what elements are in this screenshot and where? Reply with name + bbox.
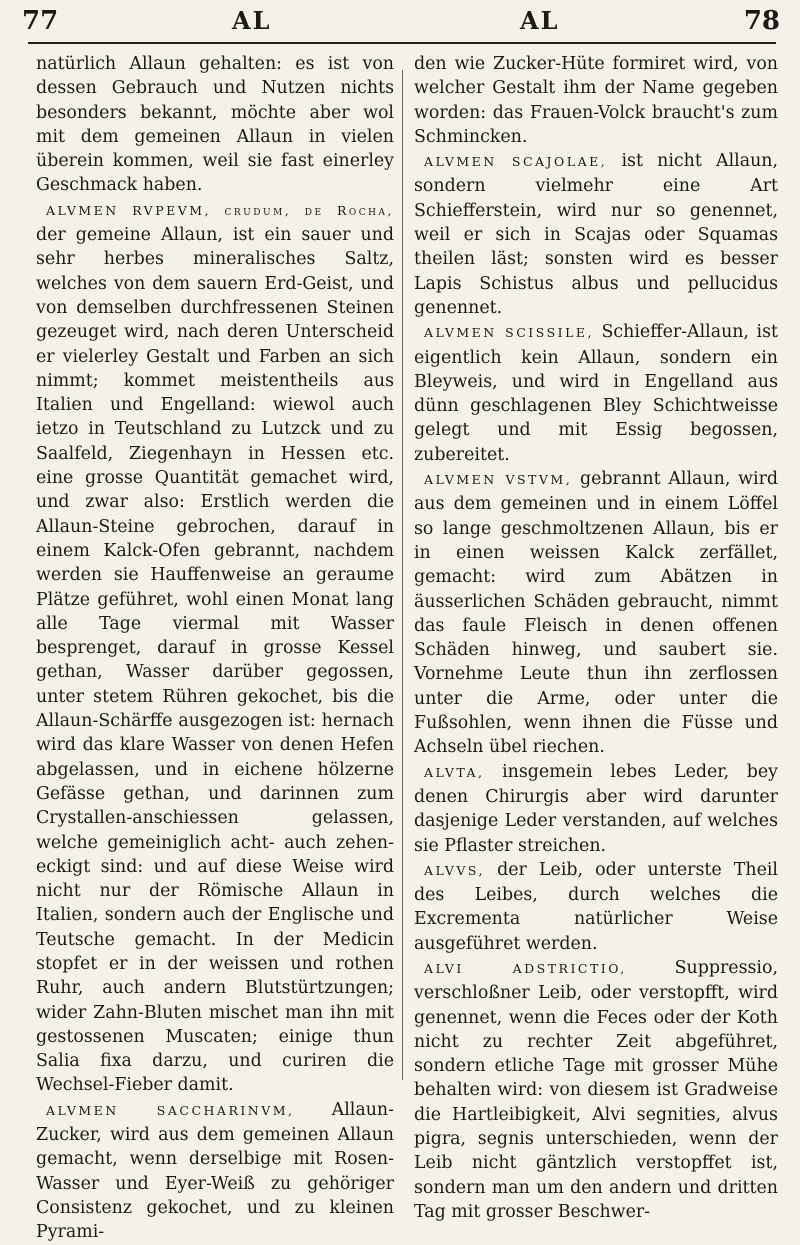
entry-text: der gemeine Allaun, ist ein sauer und sehr herbes mineralisches Saltz, welches von dem sauern Erd-Geist, und von demselben durchfressenen Steinen gezeuget wird, nach deren Unterscheid er vielerley Gestalt und Farben an sich nimmt; kommet meistentheils aus Italien und Engelland: wiewol auch ietzo in Teutschland zu Lutzck und zu Saalfeld, Ziegenhayn in Hessen etc. eine grosse Quantität gemachet wird, und zwar also: Erstlich werden die Allaun-Steine gebrochen, darauf in einem Kalck-Ofen gebrannt, nachdem werden sie Hauffenweise an geraume Plätze geführet, wohl einen Monat lang alle Tage viermal mit Wasser besprenget, darauf in grosse Kessel gethan, Wasser darüber gegossen, unter stetem Rühren gekochet, bis die Allaun-Schärffe ausgezogen ist: hernach wird das klare Wasser von denen Hefen abgelassen, und in eichene hölzerne Gefässe gethan, und darinnen zum Crystallen-anschiessen gelassen, welche gemeiniglich acht- auch zehen-eckigt sind: und auf diese Weise wird nicht nur der Römische Allaun in Italien, sondern auch der Englische und Teutsche gemacht. In der Medicin stopfet er in der weissen und rothen Ruhr, auch andern Blutstürtzungen; wider Zahn-Bluten mischet man ihn mit gestossenen Muscaten; einige thun Salia fixa darzu, und curiren die Wechsel-Fieber damit. (36, 225, 394, 1096)
entry-headword: ALVMEN SACCHARINVM, (46, 1102, 295, 1118)
entry-headword: ALVMEN VSTVM, (424, 472, 573, 488)
entry-alumen-scajolae (414, 149, 778, 320)
column-divider (402, 70, 403, 1080)
entry-alvi-adstrictio (414, 956, 778, 1224)
entry-headword: ALVMEN RVPEVM, crudum, de Rocha, (46, 202, 394, 218)
entry-alumen-scissile (414, 320, 778, 467)
entry-text: insgemein lebes Leder, bey denen Chirurgis aber wird darunter dasjenige Leder verstanden, auf welches sie Pflaster streichen. (414, 761, 778, 856)
paragraph-text: natürlich Allaun gehalten: es ist von dessen Gebrauch und Nutzen nichts besonders bekannt, möchte aber wol mit dem gemeinen Allaun in vielen überein kommen, weil sie fast einerley Geschmack haben. (36, 54, 394, 196)
entry-alumen-ustum (414, 467, 778, 760)
right-column (414, 52, 778, 1224)
entry-alvus (414, 858, 778, 956)
left-column (36, 52, 394, 1245)
entry-text: der Leib, oder unterste Theil des Leibes, durch welches die Excrementa natürlicher Weise ausgeführet werden. (414, 859, 778, 954)
entry-text: Suppressio, verschloßner Leib, oder verstopfft, wird genennet, wenn die Feces oder der Koth nicht zu rechter Zeit abgeführet, sondern etliche Tage mit grosser Mühe behalten wird: von diesem ist Gradweise die Hartleibigkeit, Alvi segnities, alvus pigra, segnis unterschieden, wenn der Leib nicht gäntzlich verstopffet ist, sondern man um den andern und dritten Tag mit grosser Beschwer- (414, 957, 778, 1222)
entry-headword: ALVMEN SCISSILE, (424, 325, 594, 341)
entry-alumen-rupeum (36, 198, 394, 1098)
entry-headword: ALVTA, (424, 764, 485, 780)
page-number-left: 77 (22, 6, 59, 36)
entry-headword: ALVMEN SCAJOLAE, (424, 154, 608, 170)
entry-text: Allaun-Zucker, wird aus dem gemeinen Allaun gemacht, wenn derselbige mit Rosen-Wasser und Eyer-Weiß zu gehöriger Consistenz gekochet, und zu kleinen Pyrami- (36, 1099, 394, 1243)
paragraph-continuation (36, 52, 394, 198)
entry-headword: ALVI ADSTRICTIO, (424, 960, 627, 976)
running-header (0, 0, 800, 44)
entry-text: gebrannt Allaun, wird aus dem gemeinen und in einem Löffel so lange geschmoltzenen Allaun, bis er in einen weissen Kalck zerfället, gemacht: wird zum Abätzen in äusserlichen Schäden gebraucht, nimmt das faule Fleisch in denen offenen Schäden hinweg, und saubert sie. Vornehme Leute thun ihn zerflossen unter die Arme, oder unter die Fußsohlen, wenn ihnen die Füsse und Achseln übel riechen. (414, 469, 779, 758)
paragraph-continuation (414, 52, 778, 149)
entry-aluta (414, 760, 778, 858)
running-head-right: AL (520, 6, 560, 35)
entry-headword: ALVVS, (424, 862, 485, 878)
entry-alumen-saccharinum (36, 1098, 394, 1245)
page-number-right: 78 (743, 6, 780, 36)
paragraph-text: den wie Zucker-Hüte formiret wird, von welcher Gestalt ihm der Name gegeben worden: das Frauen-Volck braucht's zum Schmincken. (414, 54, 778, 147)
header-rule (28, 42, 776, 44)
running-head-left: AL (232, 6, 272, 35)
entry-text: Schieffer-Allaun, ist eigentlich kein Allaun, sondern ein Bleyweis, und wird in Engelland aus dünn geschlagenen Bley Schichtweisse gelegt und mit Essig begossen, zubereitet. (414, 322, 779, 465)
entry-text: ist nicht Allaun, sondern vielmehr eine Art Schiefferstein, wird nur so genennet, weil er sich in Scajas oder Squamas theilen läst; sonsten wird es besser Lapis Schistus albus und pellucidus genennet. (414, 151, 779, 318)
